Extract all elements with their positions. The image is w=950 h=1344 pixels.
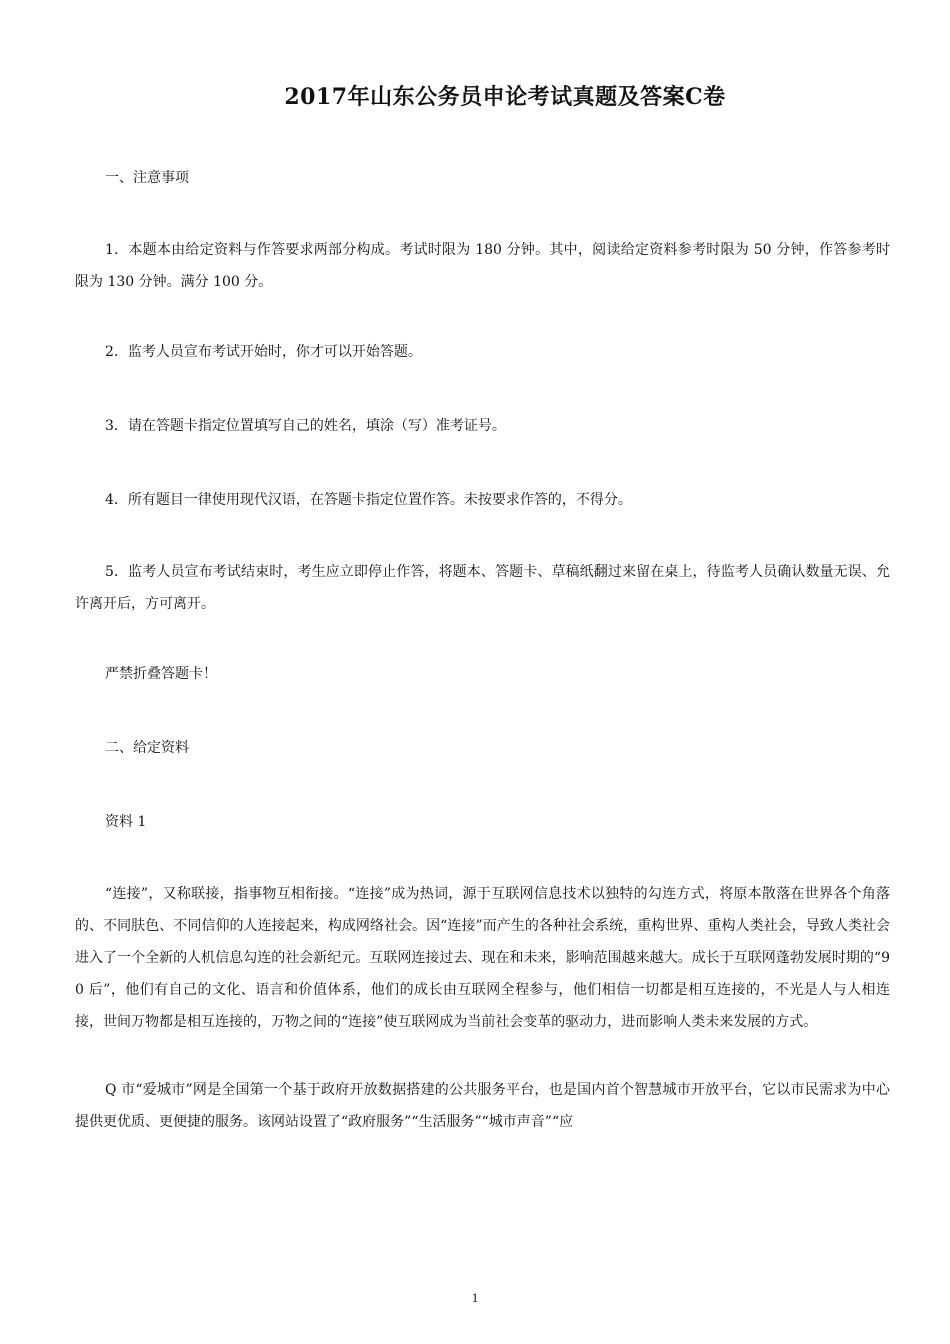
material-paragraph: Q 市“爱城市”网是全国第一个基于政府开放数据搭建的公共服务平台，也是国内首个智慧城市开放平台，它以市民需求为中心提供更优质、更便捷的服务。该网站设置了“政府服务”“生活服务”“城市声音”“应	[75, 1082, 890, 1130]
section-heading-notes: 一、注意事项	[105, 170, 189, 186]
note-item-5: 5．监考人员宣布考试结束时，考生应立即停止作答，将题本、答题卡、草稿纸翻过来留在桌上，待监考人员确认数量无误、允许离开后，方可离开。	[75, 564, 890, 612]
material-paragraph: “连接”，又称联接，指事物互相衔接。“连接”成为热词，源于互联网信息技术以独特的勾连方式，将原本散落在世界各个角落的、不同肤色、不同信仰的人连接起来，构成网络社会。因“连接”而产生的各种社会系统，重构世界、重构人类社会，导致人类社会进入了一个全新的人机信息勾连的社会新纪元。互联网连接过去、现在和未来，影响范围越来越大。成长于互联网蓬勃发展时期的“90 后”，他们有自己的文化、语言和价值体系，他们的成长由互联网全程参与，他们相信一切都是相互连接的，不光是人与人相连接，世间万物都是相互连接的，万物之间的“连接”使互联网成为当前社会变革的驱动力，进而影响人类未来发展的方式。	[75, 886, 890, 1030]
document-body	[75, 160, 890, 1174]
note-item-3: 3．请在答题卡指定位置填写自己的姓名，填涂（写）准考证号。	[105, 418, 506, 434]
note-item-1: 1．本题本由给定资料与作答要求两部分构成。考试时限为 180 分钟。其中，阅读给定资料参考时限为 50 分钟，作答参考时限为 130 分钟。满分 100 分。	[75, 242, 890, 290]
document-title: 2017年山东公务员申论考试真题及答案C卷	[284, 84, 726, 110]
page-number: 1	[471, 1290, 479, 1305]
warning-text: 严禁折叠答题卡！	[105, 666, 217, 682]
note-item-2: 2．监考人员宣布考试开始时，你才可以开始答题。	[105, 344, 422, 360]
material-label: 资料 1	[105, 814, 147, 830]
section-heading-materials: 二、给定资料	[105, 740, 189, 756]
note-item-4: 4．所有题目一律使用现代汉语，在答题卡指定位置作答。未按要求作答的，不得分。	[105, 492, 632, 508]
